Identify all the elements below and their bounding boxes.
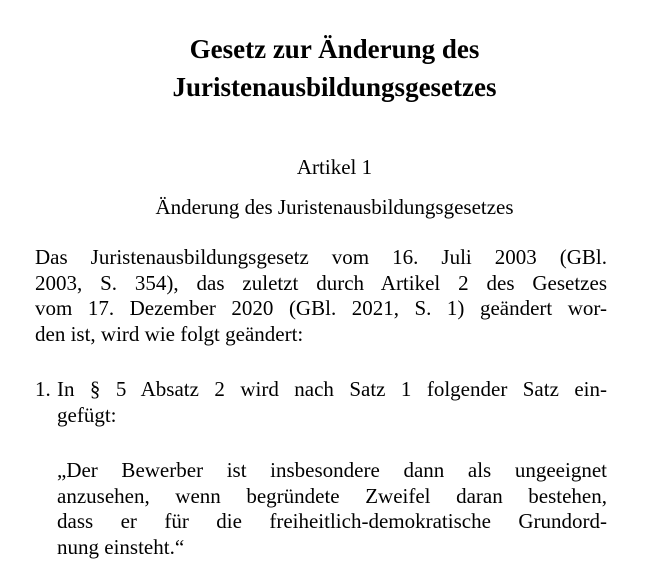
quoted-sentence <box>57 458 607 560</box>
text-line: dass er für die freiheitlich-demokratische Grundord- <box>57 509 607 533</box>
text-line: Das Juristenausbildungsgesetz vom 16. Juli 2003 (GBl. <box>35 245 607 269</box>
title-line: Juristenausbildungsgesetzes <box>172 72 497 102</box>
list-item-text <box>57 377 607 428</box>
article-heading: Änderung des Juristenausbildungsgesetzes <box>155 195 514 219</box>
text-line: nung einsteht.“ <box>57 534 185 559</box>
text-line: In § 5 Absatz 2 wird nach Satz 1 folgender Satz ein- <box>57 377 607 401</box>
list-item-number: 1. <box>35 377 51 401</box>
article-number: Artikel 1 <box>296 155 373 179</box>
text-line: vom 17. Dezember 2020 (GBl. 2021, S. 1) geändert wor- <box>35 296 607 320</box>
text-line: anzusehen, wenn begründete Zweifel daran bestehen, <box>57 483 607 508</box>
text-line: den ist, wird wie folgt geändert: <box>35 321 304 346</box>
intro-paragraph <box>35 245 607 347</box>
document-title <box>0 30 669 106</box>
title-line: Gesetz zur Änderung des <box>189 34 480 64</box>
text-line: gefügt: <box>57 402 117 427</box>
text-line: „Der Bewerber ist insbesondere dann als ungeeignet <box>57 458 607 482</box>
text-line: 2003, S. 354), das zuletzt durch Artikel 2 des Gesetzes <box>35 270 607 295</box>
